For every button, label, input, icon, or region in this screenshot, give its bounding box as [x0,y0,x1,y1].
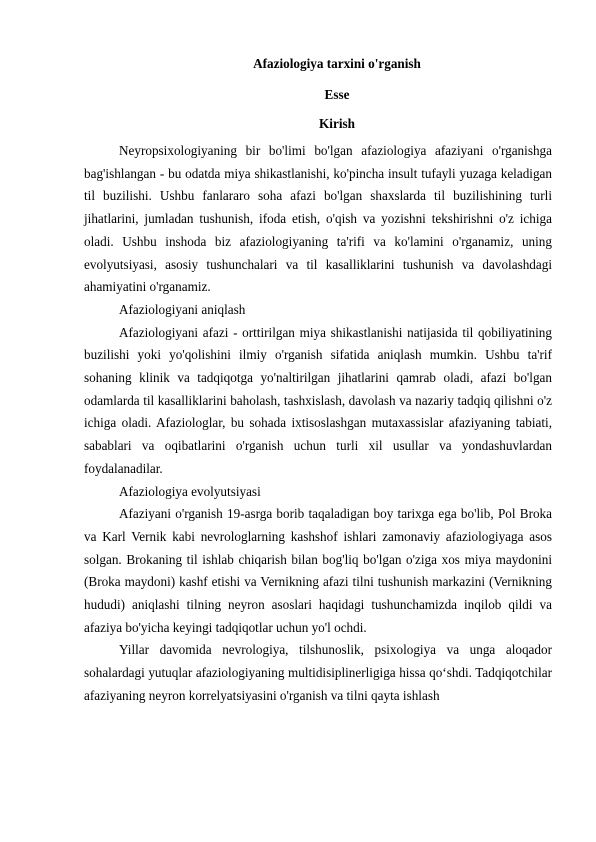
paragraph-definition: Afaziologiyani afazi - orttirilgan miya shikastlanishi natijasida til qobiliyatining buzilishi yoki yo'qolishini ilmiy o'rganish sifatida aniqlash mumkin. Ushbu ta'rif sohaning klinik va tadqiqotga yo'naltirilgan jihatlarini qamrab oladi, afazi bo'lgan odamlarda til kasalliklarini baholash, tashxislash, davolash va nazariy tadqiq qilishni o'z ichiga oladi. Afaziologlar, bu sohada ixtisoslashgan mutaxassislar afaziyaning tabiati, sabablari va oqibatlarini o'rganish uchun turli xil usullar va yondashuvlardan foydalanadilar. [84,324,552,476]
document-page [84,56,552,708]
document-subtitle: Esse [324,87,350,102]
section-heading-evolution: Afaziologiya evolyutsiyasi [119,483,261,499]
paragraph-intro: Neyropsixologiyaning bir bo'limi bo'lgan afaziologiya afaziyani o'rganishga bag'ishlangan - bu odatda miya shikastlanishi, ko'pincha insult tufayli yuzaga keladigan til buzilishi. Ushbu fanlararo soha afazi bo'lgan shaxslarda til buzilishining turli jihatlarini, jumladan tushunish, ifoda etish, o'qish va yozishni tekshirishni o'z ichiga oladi. Ushbu inshoda biz afaziologiyaning ta'rifi va ko'lamini o'rganamiz, uning evolyutsiyasi, asosiy tushunchalari va til kasalliklarini tushunish va davolashdagi ahamiyatini o'rganamiz. [84,143,552,295]
paragraph-advances: Yillar davomida nevrologiya, tilshunoslik, psixologiya va unga aloqador sohalardagi yutuqlar afaziologiyaning multidisiplinerligiga hissa qo‘shdi. Tadqiqotchilar afaziyaning neyron korrelyatsiyasini o'rganish va tilni qayta ishlash [84,642,552,703]
paragraph-evolution: Afaziyani o'rganish 19-asrga borib taqaladigan boy tarixga ega bo'lib, Pol Broka va Karl Vernik kabi nevrologlarning kashshof ishlari zamonaviy afaziologiyaga asos solgan. Brokaning til ishlab chiqarish bilan bog'liq bo'lgan o'ziga xos miya maydonini (Broka maydoni) kashf etishi va Vernikning afazi tilni tushunish markazini (Vernikning hududi) aniqlashi tilning neyron asoslari haqidagi tushunchamizda inqilob qildi va afaziya bo'yicha keyingi tadqiqotlar uchun yo'l ochdi. [84,506,552,635]
document-title: Afaziologiya tarxini o'rganish [253,56,421,71]
intro-heading: Kirish [319,116,355,131]
section-heading-definition: Afaziologiyani aniqlash [119,301,246,317]
